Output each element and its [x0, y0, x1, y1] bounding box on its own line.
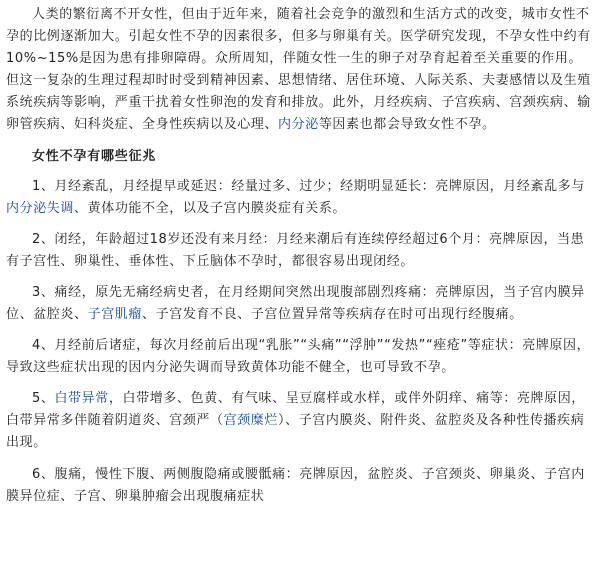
intro-text-end: 等因素也都会导致女性不孕。 [318, 117, 496, 132]
uterine-fibroid-link[interactable]: 子宫肌瘤 [87, 307, 143, 322]
symptom-item-4: 4、月经前后诸症，每次月经前后出现“乳胀”“头痛”“浮肿”“发热”“痤疮”等症状：亮牌原因，导致这些症状出现的因内分泌失调而导致黄体功能不健全，也可导致不孕。 [6, 338, 591, 375]
abnormal-discharge-link[interactable]: 白带异常 [54, 391, 109, 406]
intro-text: 人类的繁衍离不开女性，但由于近年来，随着社会竞争的激烈和生活方式的改变，城市女性不孕的比例逐渐加大。引起女性不孕的因素很多，但多与卵巢有关。医学研究发现，不孕女性中约有10%~15%是因为患有排卵障碍。众所周知，伴随女性一生的卵子对孕育起着至关重要的作用。但这一复杂的生理过程却时时受到精神因素、思想情绪、居住环境、人际关系、夫妻感情以及生殖系统疾病等影响，严重干扰着女性卵泡的发育和排放。此外，月经疾病、子宫疾病、宫颈疾病、输卵管疾病、妇科炎症、全身性疾病以及心理、 [6, 7, 591, 132]
section-heading: 女性不孕有哪些征兆 [32, 149, 157, 164]
endocrine-disorder-link[interactable]: 内分泌失调 [6, 201, 75, 216]
symptom-item-5 [6, 388, 595, 454]
symptom-text: ）、子宫内膜炎、附件炎、盆腔炎及各种性传播疾病出现。 [6, 413, 585, 450]
symptom-item-3 [6, 282, 595, 326]
symptom-text: ，白带增多、色黄、有气味、呈豆腐样或水样，或伴外阴痒、痛等：亮牌原因，白带异常多伴随着阴道炎、宫颈严（ [6, 391, 585, 428]
symptom-item-2: 2、闭经，年龄超过18岁还没有来月经：月经来潮后有连续停经超过6个月：亮牌原因，当患有子宫性、卵巢性、垂体性、下丘脑体不孕时，都很容易出现闭经。 [6, 232, 585, 269]
symptom-item-6: 6、腹痛，慢性下腹、两侧腹隐痛或腰骶痛：亮牌原因，盆腔炎、子宫颈炎、卵巢炎、子宫内膜异位症、子宫、卵巢肿瘤会出现腹痛症状 [6, 467, 585, 504]
symptom-text: 、黄体功能不全，以及子宫内膜炎症有关系。 [74, 201, 347, 216]
symptom-item-1 [6, 176, 595, 220]
intro-paragraph [6, 4, 595, 136]
symptom-number: 5、 [32, 391, 55, 406]
symptom-text: 1、月经紊乱，月经提早或延迟：经量过多、过少；经期明显延长：亮牌原因，月经紊乱多与 [32, 179, 585, 194]
endocrine-link[interactable]: 内分泌 [278, 117, 319, 132]
symptom-text: 、子宫发育不良、子宫位置异常等疾病存在时可出现行经腹痛。 [142, 307, 523, 322]
symptom-text: 3、痛经，原先无痛经病史者，在月经期间突然出现腹部剧烈疼痛：亮牌原因，当子宫内膜异位、盆腔炎、 [6, 285, 585, 322]
cervical-erosion-link[interactable]: 宫颈糜烂 [223, 413, 279, 428]
